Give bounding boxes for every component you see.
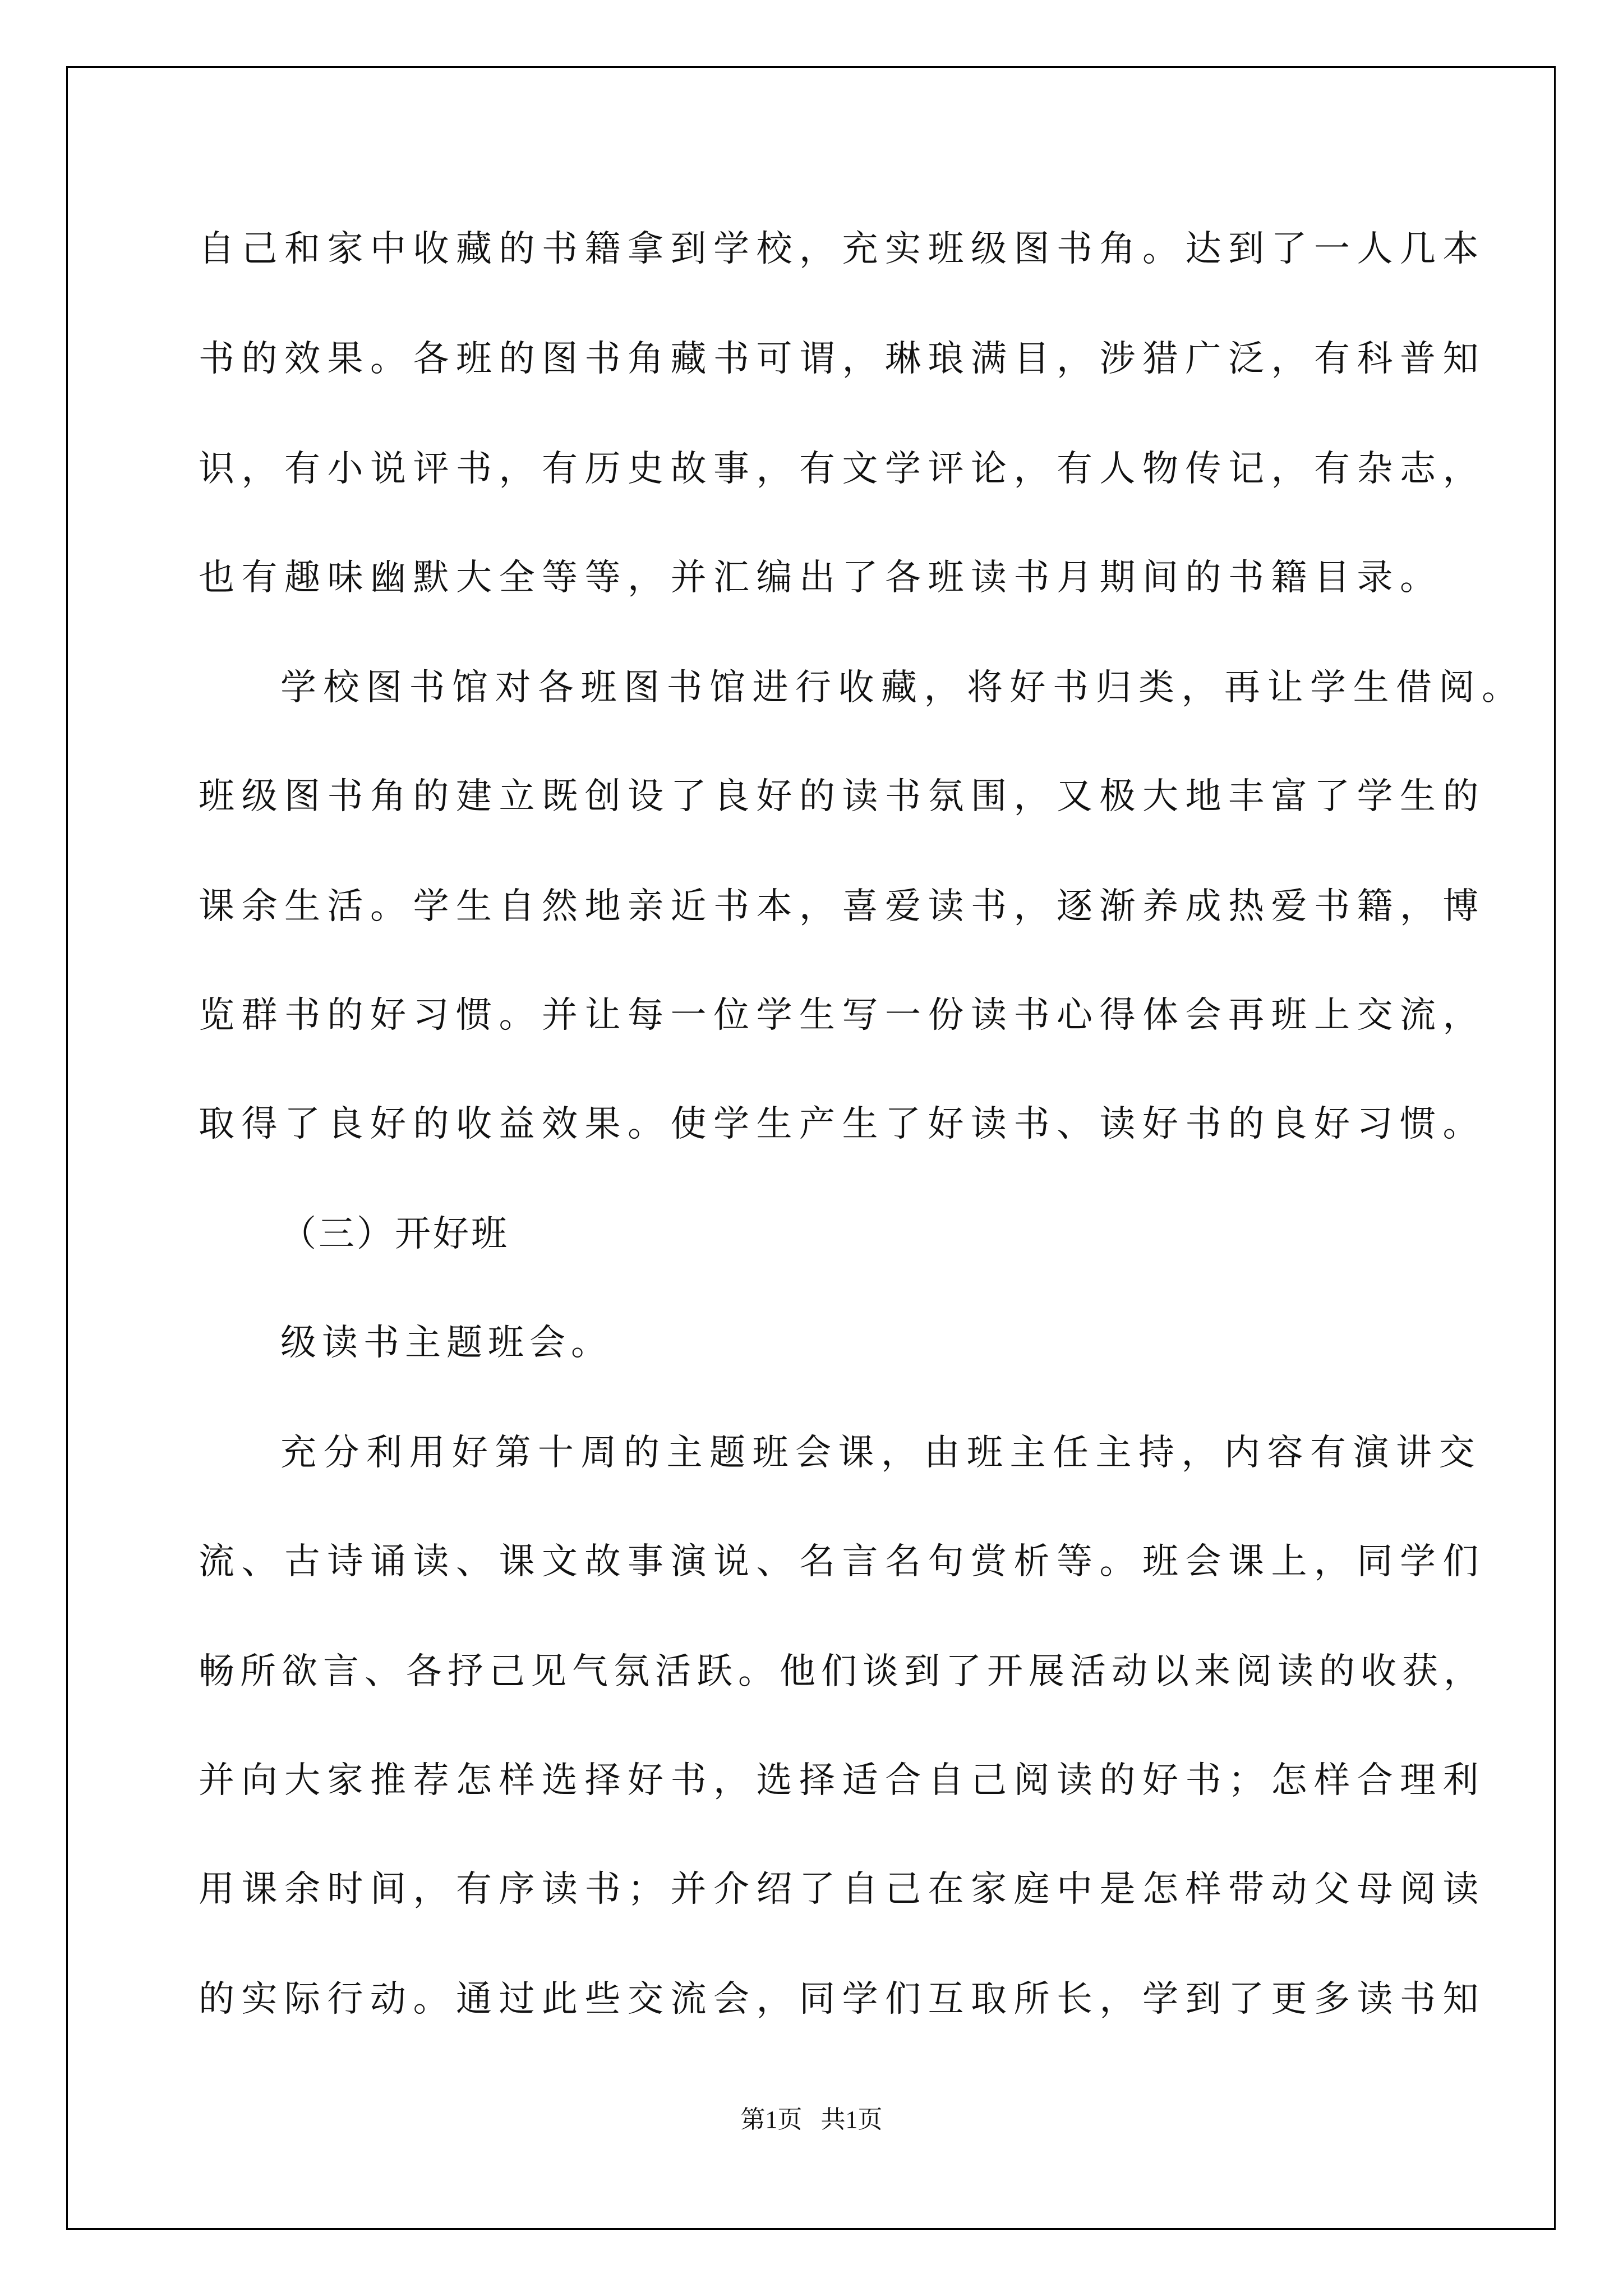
page-footer: 第1页 共1页: [740, 2106, 883, 2133]
text-line-16: 用课余时间，有序读书；并介绍了自己在家庭中是怎样带动父母阅读: [199, 1869, 1486, 1910]
text-line-9: 取得了良好的收益效果。使学生产生了好读书、读好书的良好习惯。: [199, 1103, 1486, 1145]
text-line-6: 班级图书角的建立既创设了良好的读书氛围，又极大地丰富了学生的: [199, 776, 1486, 817]
text-line-7: 课余生活。学生自然地亲近书本，喜爱读书，逐渐养成热爱书籍，博: [199, 886, 1486, 927]
text-line-15: 并向大家推荐怎样选择好书，选择适合自己阅读的好书；怎样合理利: [199, 1760, 1486, 1801]
text-line-13: 流、古诗诵读、课文故事演说、名言名句赏析等。班会课上，同学们: [199, 1541, 1486, 1582]
section-heading: （三）开好班: [280, 1213, 509, 1255]
text-line-5: 学校图书馆对各班图书馆进行收藏，将好书归类，再让学生借阅。: [280, 667, 1525, 708]
text-line-3: 识，有小说评书，有历史故事，有文学评论，有人物传记，有杂志，: [199, 448, 1486, 490]
text-line-12: 充分利用好第十周的主题班会课，由班主任主持，内容有演讲交: [280, 1432, 1482, 1474]
text-line-14: 畅所欲言、各抒己见气氛活跃。他们谈到了开展活动以来阅读的收获，: [199, 1651, 1485, 1692]
text-line-8: 览群书的好习惯。并让每一位学生写一份读书心得体会再班上交流，: [199, 995, 1486, 1036]
text-line-17: 的实际行动。通过此些交流会，同学们互取所长，学到了更多读书知: [199, 1978, 1486, 2020]
text-line-11: 级读书主题班会。: [280, 1322, 612, 1364]
text-line-2: 书的效果。各班的图书角藏书可谓，琳琅满目，涉猎广泛，有科普知: [199, 338, 1486, 380]
text-line-4: 也有趣味幽默大全等等，并汇编出了各班读书月期间的书籍目录。: [199, 557, 1443, 599]
text-line-1: 自己和家中收藏的书籍拿到学校，充实班级图书角。达到了一人几本: [199, 228, 1486, 270]
